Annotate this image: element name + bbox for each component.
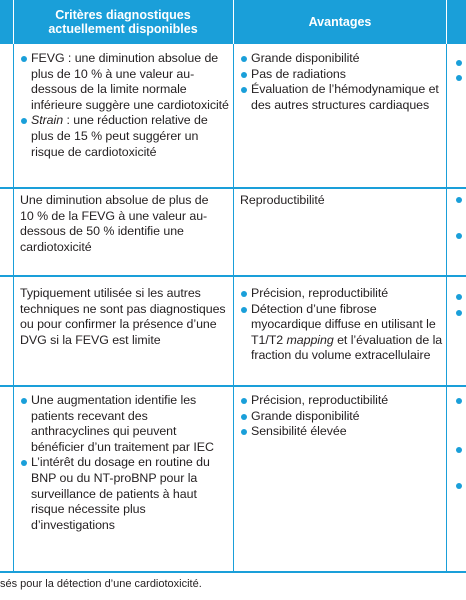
header-divider-left (13, 0, 14, 44)
list-item: Une augmentation identifie les patients recevant des anthracyclines qui peuvent bénéficier d’un traitement par IEC (20, 393, 226, 455)
row1-advantages (240, 51, 444, 113)
row-divider-4 (0, 571, 466, 573)
cut-bullet (456, 294, 462, 300)
cut-bullet (456, 233, 462, 239)
column-divider-left (13, 44, 14, 572)
row-divider-3 (0, 385, 466, 387)
row2-criteria: Une diminution absolue de plus de 10 % de la FEVG à une valeur au-dessous de 50 % identifie une cardiotoxicité (20, 193, 209, 254)
row3-advantages (240, 286, 445, 364)
row-divider-2 (0, 275, 466, 277)
row2-advantages: Reproductibilité (240, 193, 325, 207)
header-divider-mid (233, 0, 234, 44)
header-divider-right (446, 0, 447, 44)
header-criteria: Critères diagnostiques actuellement disponibles (48, 8, 198, 36)
cut-bullet (456, 60, 462, 66)
list-item: Strain : une réduction relative de plus de 15 % peut suggérer un risque de cardiotoxicité (20, 113, 230, 160)
cut-bullet (456, 75, 462, 81)
row3-criteria: Typiquement utilisée si les autres techniques ne sont pas diagnostiques ou pour confirmer la présence d’une DVG si la FEVG est limite (20, 286, 226, 347)
row1-criteria (20, 51, 230, 160)
cut-bullet (456, 447, 462, 453)
table-caption: sés pour la détection d’une cardiotoxicité. (0, 578, 202, 590)
row-divider-1 (0, 187, 466, 189)
list-item: Précision, reproductibilité (240, 393, 444, 409)
cut-bullet (456, 483, 462, 489)
cut-bullet (456, 310, 462, 316)
list-item: FEVG : une diminution absolue de plus de 10 % à une valeur au-dessous de la limite normale inférieure suggère une cardiotoxicité (20, 51, 230, 113)
cut-bullet (456, 398, 462, 404)
header-advantages: Avantages (308, 15, 372, 29)
column-divider-right (446, 44, 447, 572)
list-item: Pas de radiations (240, 67, 444, 83)
list-item: Sensibilité élevée (240, 424, 444, 440)
list-item: Grande disponibilité (240, 51, 444, 67)
row4-advantages (240, 393, 444, 440)
list-item: Grande disponibilité (240, 409, 444, 425)
list-item: Précision, reproductibilité (240, 286, 445, 302)
list-item: L’intérêt du dosage en routine du BNP ou du NT-proBNP pour la surveillance de patients à haut risque nécessite plus d’investigations (20, 455, 226, 533)
list-item: Détection d’une fibrose myocardique diffuse en utilisant le T1/T2 mapping et l’évaluation de la fraction du volume extracellulaire (240, 302, 445, 364)
cut-bullet (456, 197, 462, 203)
column-divider-mid (233, 44, 234, 572)
row4-criteria (20, 393, 226, 533)
list-item: Évaluation de l’hémodynamique et des autres structures cardiaques (240, 82, 444, 113)
